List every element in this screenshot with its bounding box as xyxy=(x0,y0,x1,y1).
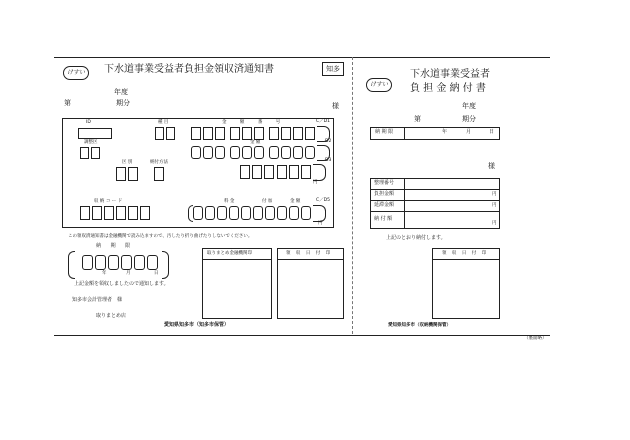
kubun-digit[interactable] xyxy=(116,167,126,181)
right-table-rule xyxy=(370,189,500,190)
right-nouki-divider xyxy=(404,127,405,140)
total-digit[interactable] xyxy=(265,206,275,220)
right-stamp-title: 領 収 日 付 印 xyxy=(442,251,489,256)
amount-digit[interactable] xyxy=(215,146,225,159)
total-digit[interactable] xyxy=(289,206,299,220)
number-digit[interactable] xyxy=(242,127,252,140)
amount-digit[interactable] xyxy=(242,146,252,159)
amount-digit[interactable] xyxy=(203,146,213,159)
right-table-divider xyxy=(404,178,405,229)
nouki-digit[interactable] xyxy=(121,255,132,270)
paid-text: 上記のとおり納付します。 xyxy=(386,235,446,241)
row-noufu-label: 納 付 額 xyxy=(374,216,393,222)
amount-digit[interactable] xyxy=(293,146,303,159)
row-futan-label: 負担金額 xyxy=(374,191,395,197)
row3-digit[interactable] xyxy=(277,165,287,179)
row3-digit[interactable] xyxy=(240,165,250,179)
nouki-month: 月 xyxy=(126,271,131,276)
receipt-stamp-title: 領 収 日 付 印 xyxy=(286,251,333,256)
label-cd2: D2 xyxy=(325,139,332,144)
right-sama: 様 xyxy=(488,162,495,170)
number-digit[interactable] xyxy=(254,127,264,140)
total-digit[interactable] xyxy=(229,206,239,220)
nouki-digit[interactable] xyxy=(95,255,106,270)
amount-digit[interactable] xyxy=(305,146,315,159)
number-digit[interactable] xyxy=(281,127,291,140)
shiku-digit[interactable] xyxy=(155,127,164,140)
left-footer: 愛知県知多市（知多市保管） xyxy=(164,322,230,328)
row-seiri-label: 整理番号 xyxy=(374,180,395,186)
kubun-digit[interactable] xyxy=(128,167,138,181)
right-badge: けすい xyxy=(366,78,392,92)
kaikei-text: 知多市会計管理者 様 xyxy=(72,297,123,303)
label-shuunou-code: 収 納 コ ー ド xyxy=(94,199,123,204)
amount-digit[interactable] xyxy=(191,146,201,159)
nouki-bracket-left xyxy=(68,251,75,279)
amount-digit[interactable] xyxy=(269,146,279,159)
right-kibun: 期分 xyxy=(462,115,476,123)
label-cd3: D3 xyxy=(325,158,332,163)
label-cd5: C／D5 xyxy=(316,198,330,203)
row3-digit[interactable] xyxy=(264,165,274,179)
number-digit[interactable] xyxy=(191,127,201,140)
code-digit[interactable] xyxy=(128,206,138,220)
left-badge: けすい xyxy=(63,66,89,80)
perforation-line xyxy=(352,57,353,334)
number-digit[interactable] xyxy=(203,127,213,140)
right-footer: 愛知県知多市（収納機関保管） xyxy=(388,323,451,328)
amount-digit[interactable] xyxy=(230,146,240,159)
received-text: 上記金額を領収しましたので通知します。 xyxy=(74,281,169,287)
label-cd1: C／D1 xyxy=(316,119,330,124)
label-id: ID xyxy=(86,120,91,125)
total-digit[interactable] xyxy=(301,206,311,220)
number-digit[interactable] xyxy=(293,127,303,140)
nouki-digit[interactable] xyxy=(82,255,93,270)
chita-box: 知多 xyxy=(322,62,344,76)
label-hakko: 納付方法 xyxy=(150,160,168,165)
right-nouki-day: 日 xyxy=(489,129,495,135)
cd3-check[interactable] xyxy=(313,164,326,181)
code-digit[interactable] xyxy=(116,206,126,220)
ryousha-digit[interactable] xyxy=(91,147,100,159)
right-nouki-month: 月 xyxy=(466,129,472,135)
total-digit[interactable] xyxy=(277,206,287,220)
number-digit[interactable] xyxy=(269,127,279,140)
label-gaku: 金 額 番 号 xyxy=(222,120,287,125)
amount-digit[interactable] xyxy=(281,146,291,159)
nouki-title: 納 期 限 xyxy=(96,243,135,249)
nouki-bracket-right xyxy=(162,251,169,279)
right-table-rule xyxy=(370,211,500,212)
total-digit[interactable] xyxy=(217,206,227,220)
bank-stamp-divider xyxy=(202,259,272,260)
handling-note: この領収済通知書は金融機関で読み込ますので、汚したり折り曲げたりしないでください。 xyxy=(68,234,253,239)
row3-digit[interactable] xyxy=(301,165,311,179)
nouki-day: 日 xyxy=(154,271,159,276)
label-ryousha: 調整区 xyxy=(84,140,98,145)
nouki-digit[interactable] xyxy=(108,255,119,270)
label-fu: 付 加 xyxy=(262,199,273,204)
hakko-digit[interactable] xyxy=(154,167,164,181)
row3-digit[interactable] xyxy=(252,165,262,179)
corner-note: （裏面略） xyxy=(524,336,547,341)
right-title-line1: 下水道事業受益者 xyxy=(410,69,490,80)
cd5-check[interactable] xyxy=(313,205,326,222)
label-gaku-low: 金 額 xyxy=(290,199,301,204)
left-dai: 第 xyxy=(64,99,71,107)
bank-stamp-title: 取りまとめ金融機関印 xyxy=(207,251,252,256)
right-table-rule xyxy=(370,200,500,201)
amount-digit[interactable] xyxy=(254,146,264,159)
shiku-digit[interactable] xyxy=(166,127,175,140)
code-digit[interactable] xyxy=(92,206,102,220)
left-nendo: 年度 xyxy=(114,88,128,96)
left-sama: 様 xyxy=(332,102,339,110)
nouki-year: 年 xyxy=(102,271,107,276)
nouki-digit[interactable] xyxy=(147,255,158,270)
label-gaku-mid: 金 額 xyxy=(250,140,261,145)
receipt-stamp-divider xyxy=(277,259,344,260)
right-nendo: 年度 xyxy=(462,102,476,110)
left-kibun: 期分 xyxy=(116,99,130,107)
number-digit[interactable] xyxy=(305,127,315,140)
label-ryo: 料 金 xyxy=(224,199,235,204)
right-nouki-year: 年 xyxy=(442,129,448,135)
row-entai-label: 延滞金額 xyxy=(374,202,395,208)
total-digit[interactable] xyxy=(253,206,263,220)
left-title: 下水道事業受益者負担金領収済通知書 xyxy=(104,64,274,75)
row-noufu-unit: 円 xyxy=(492,221,497,226)
nouki-digit[interactable] xyxy=(134,255,145,270)
total-digit[interactable] xyxy=(205,206,215,220)
number-digit[interactable] xyxy=(230,127,240,140)
code-digit[interactable] xyxy=(140,206,150,220)
row3-digit[interactable] xyxy=(289,165,299,179)
torimatome-text: 取りまとめ店 xyxy=(96,313,127,319)
yen-mark: 円 xyxy=(313,180,318,185)
label-kubun: 区 別 xyxy=(122,160,133,165)
row-futan-unit: 円 xyxy=(492,192,497,197)
right-nouki-label: 納 期 限 xyxy=(375,129,394,135)
right-title-line2: 負 担 金 納 付 書 xyxy=(410,83,486,94)
row-entai-unit: 円 xyxy=(492,203,497,208)
number-digit[interactable] xyxy=(215,127,225,140)
ryousha-digit[interactable] xyxy=(80,147,89,159)
total-digit[interactable] xyxy=(193,206,203,220)
label-shiku: 種 目 xyxy=(158,120,169,125)
yen-mark-low: 円 xyxy=(318,221,323,226)
right-dai: 第 xyxy=(414,115,421,123)
code-digit[interactable] xyxy=(80,206,90,220)
code-digit[interactable] xyxy=(104,206,114,220)
total-digit[interactable] xyxy=(241,206,251,220)
right-stamp-divider xyxy=(432,259,500,260)
id-field[interactable] xyxy=(78,128,112,139)
